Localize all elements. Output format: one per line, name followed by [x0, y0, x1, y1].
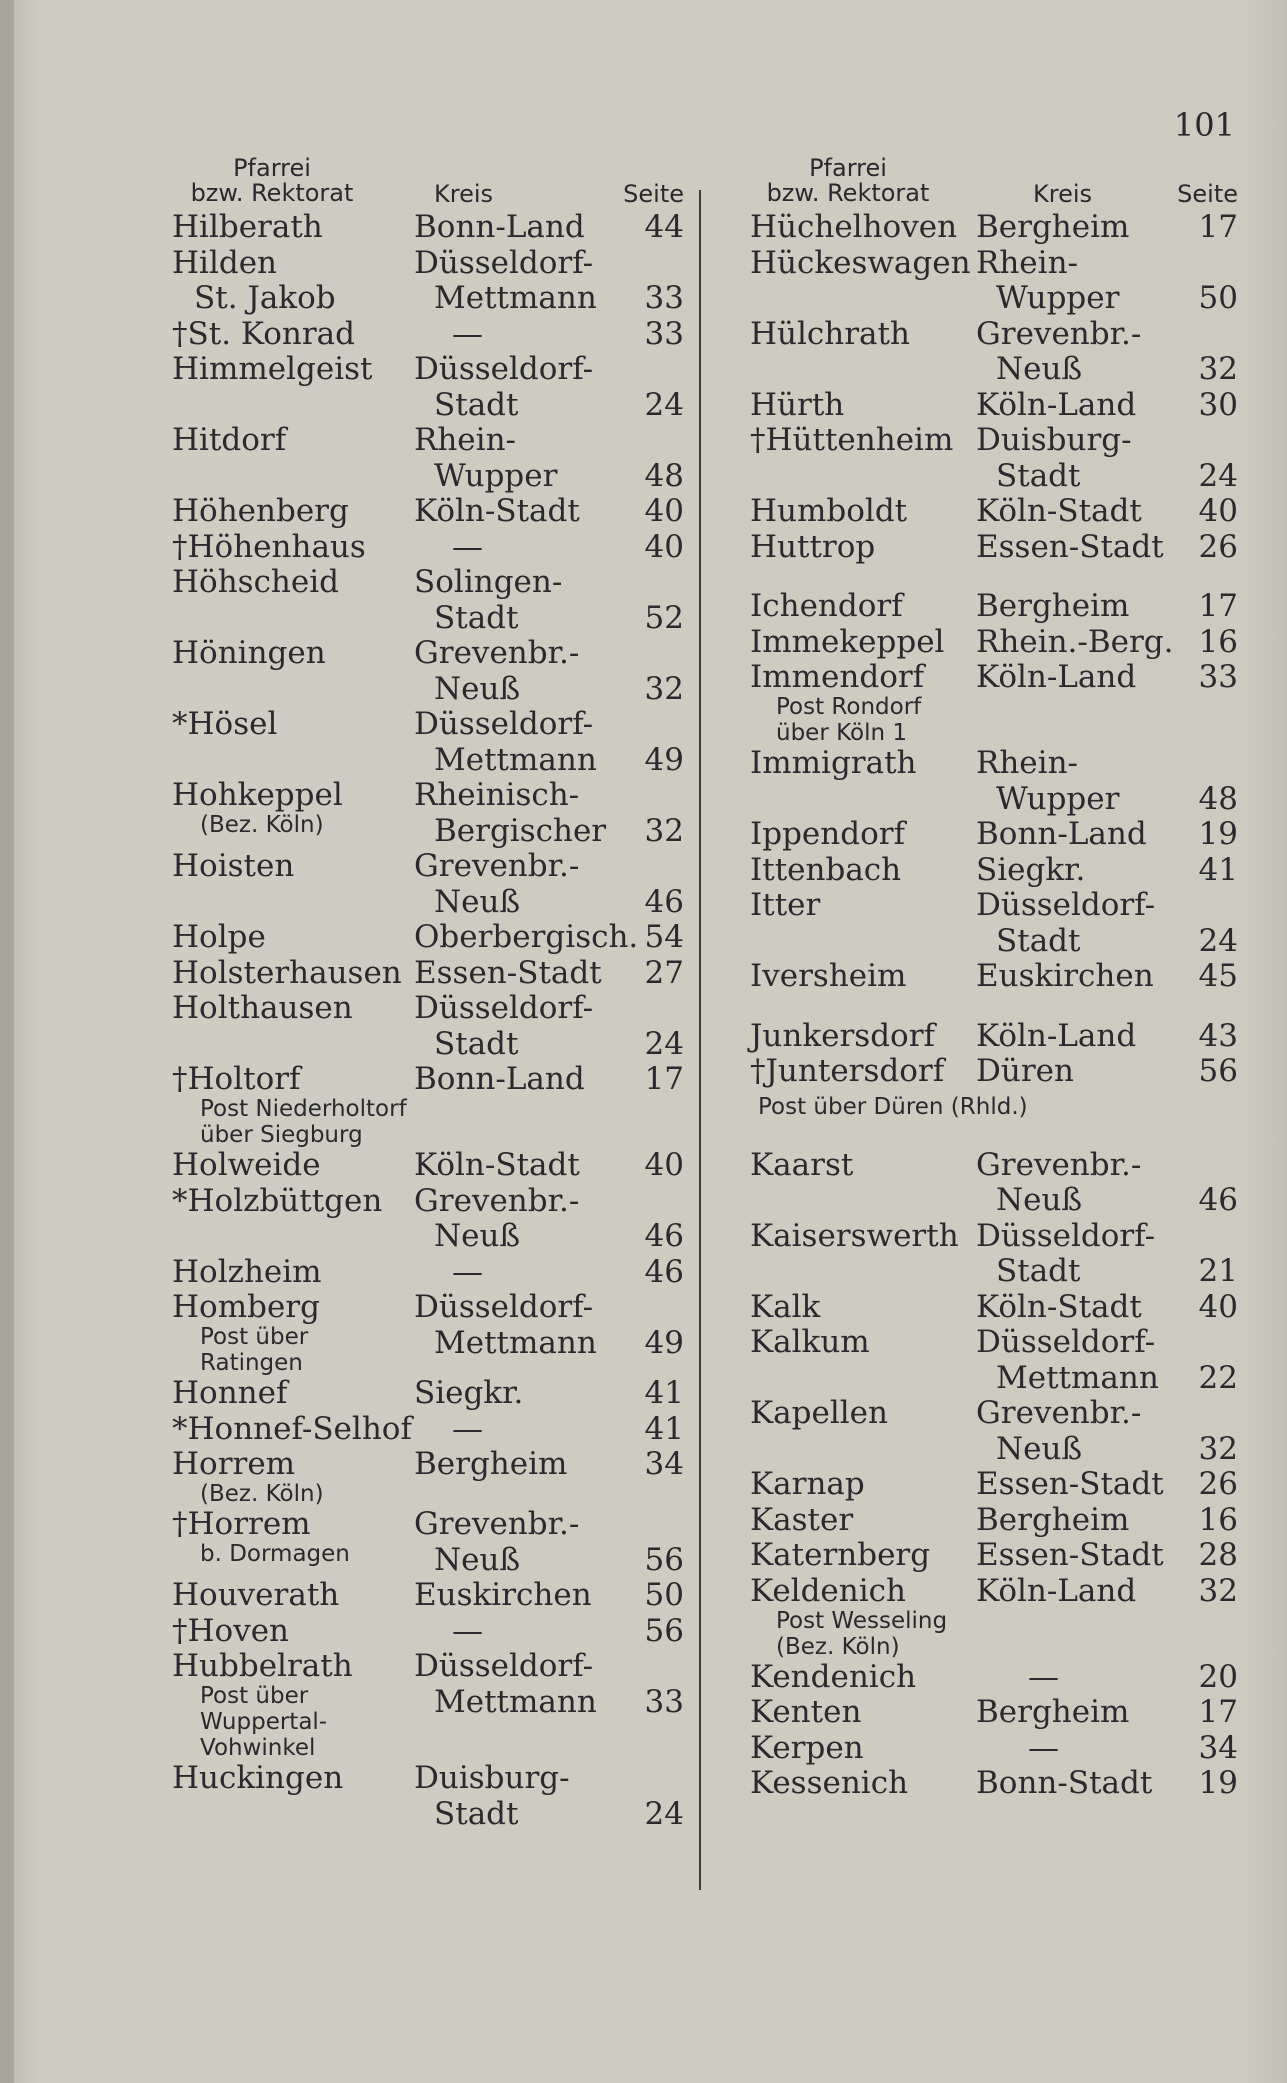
entry-kreis: Euskirchen	[976, 958, 1154, 994]
entry-page: 19	[1198, 1765, 1238, 1801]
entry-kreis: Rhein-	[976, 244, 1079, 281]
section-gap	[728, 565, 1238, 589]
entry-kreis: Stadt	[434, 1025, 519, 1062]
index-entry	[152, 530, 684, 566]
index-entry	[152, 1578, 684, 1614]
entry-name: †Höhenhaus	[172, 528, 366, 565]
entry-kreis: Mettmann	[434, 1683, 597, 1720]
entry-kreis: Grevenbr.-	[414, 1506, 580, 1542]
index-entry	[728, 1574, 1238, 1660]
entry-name: Kalkum	[750, 1324, 870, 1360]
entry-note: (Bez. Köln)	[200, 812, 324, 838]
entry-page: 32	[1198, 1430, 1238, 1467]
entry-page: 32	[1198, 351, 1238, 387]
entry-kreis: Grevenbr.-	[414, 635, 580, 671]
entry-name: Ittenbach	[750, 851, 902, 888]
entry-kreis: Düsseldorf-	[414, 244, 594, 281]
index-entry	[152, 246, 684, 282]
right-entries	[728, 210, 1238, 1802]
entry-note: Post Niederholtorf über Siegburg	[200, 1096, 407, 1148]
entry-kreis: Bonn-Land	[414, 1061, 585, 1097]
index-entry	[728, 888, 1238, 959]
entry-kreis: —	[452, 1612, 483, 1649]
index-entry	[152, 317, 684, 353]
entry-page: 49	[644, 1324, 684, 1361]
left-column	[152, 152, 684, 1832]
entry-page: 56	[644, 1612, 684, 1649]
entry-kreis: Neuß	[434, 1541, 521, 1578]
entry-name: Hilberath	[172, 209, 323, 245]
entry-name: Katernberg	[750, 1537, 931, 1573]
entry-note: Post Wesseling (Bez. Köln)	[776, 1607, 948, 1660]
entry-page: 20	[1198, 1658, 1238, 1695]
entry-kreis: Grevenbr.-	[976, 1146, 1142, 1183]
entry-kreis: Bergheim	[976, 209, 1130, 245]
entry-note: b. Dormagen	[200, 1541, 350, 1567]
index-entry	[728, 1325, 1238, 1396]
entry-page: 16	[1198, 623, 1238, 660]
index-entry	[152, 210, 684, 246]
entry-name: Höhenberg	[172, 493, 349, 529]
page-number: 101	[1173, 106, 1235, 144]
entry-kreis: Stadt	[434, 386, 519, 423]
entry-name: Karnap	[750, 1466, 865, 1502]
entry-name: Kaiserswerth	[750, 1217, 959, 1254]
entry-page: 46	[1198, 1182, 1238, 1218]
entry-kreis: Düsseldorf-	[414, 1289, 594, 1325]
entry-page: 17	[1198, 588, 1238, 624]
index-entry	[728, 746, 1238, 817]
entry-kreis: —	[452, 1410, 483, 1447]
header-kreis: Kreis	[1033, 180, 1093, 208]
index-entry	[728, 660, 1238, 746]
book-spine-shadow	[0, 0, 14, 2083]
index-entry	[152, 1255, 684, 1291]
entry-kreis: Rhein-	[414, 422, 517, 458]
entry-kreis: Mettmann	[434, 1324, 597, 1361]
entry-name: Ippendorf	[750, 816, 906, 852]
entry-name: Hülchrath	[750, 315, 910, 352]
entry-kreis: Stadt	[996, 922, 1081, 959]
entry-name: *Hösel	[172, 706, 278, 742]
index-entry	[152, 352, 684, 423]
entry-page: 27	[644, 954, 684, 991]
entry-kreis: Stadt	[434, 599, 519, 636]
entry-kreis: Neuß	[996, 1182, 1083, 1218]
index-entry	[152, 1062, 684, 1148]
entry-name: Hohkeppel	[172, 777, 343, 813]
entry-note: Post über Ratingen	[200, 1324, 309, 1376]
index-entry	[728, 959, 1238, 995]
entry-kreis: Siegkr.	[414, 1375, 524, 1411]
entry-page: 46	[644, 1253, 684, 1290]
entry-name: Homberg	[172, 1289, 320, 1325]
entry-page: 19	[1198, 816, 1238, 852]
index-entry	[728, 853, 1238, 889]
index-entry	[728, 1538, 1238, 1574]
entry-kreis: —	[452, 315, 483, 352]
index-entry	[152, 423, 684, 494]
entry-kreis: Bergischer	[434, 812, 607, 849]
column-divider	[699, 190, 701, 1890]
index-entry	[728, 1019, 1238, 1055]
entry-kreis: Essen-Stadt	[976, 1537, 1164, 1573]
entry-page: 34	[1198, 1729, 1238, 1766]
column-header	[728, 152, 1238, 210]
entry-note: Post Rondorf über Köln 1	[776, 694, 922, 746]
entry-name: Keldenich	[750, 1572, 906, 1609]
entry-kreis: Mettmann	[434, 741, 597, 778]
entry-page: 40	[644, 1147, 684, 1183]
entry-name: Immendorf	[750, 659, 925, 695]
entry-kreis: Düsseldorf-	[414, 706, 594, 742]
entry-kreis: Siegkr.	[976, 851, 1086, 888]
entry-kreis: Düsseldorf-	[414, 1648, 594, 1684]
post-note: Post über Düren (Rhld.)	[758, 1093, 1028, 1120]
entry-kreis: Düsseldorf-	[414, 990, 594, 1026]
entry-name: Hitdorf	[172, 422, 287, 458]
entry-page: 32	[1198, 1572, 1238, 1609]
entry-page: 48	[1198, 780, 1238, 817]
index-entry	[728, 317, 1238, 388]
entry-name: Huckingen	[172, 1760, 344, 1796]
index-entry	[728, 1731, 1238, 1767]
right-column	[728, 152, 1238, 1802]
entry-page: 56	[1198, 1053, 1238, 1089]
entry-name: Hoisten	[172, 848, 295, 884]
entry-name: Kendenich	[750, 1658, 917, 1695]
entry-name: Hürth	[750, 386, 845, 423]
entry-kreis: Köln-Land	[976, 1572, 1137, 1609]
index-entry	[728, 246, 1238, 317]
entry-page: 24	[1198, 922, 1238, 959]
index-entry	[728, 589, 1238, 625]
entry-page: 24	[644, 386, 684, 423]
index-entry	[728, 494, 1238, 530]
entry-kreis: Neuß	[996, 351, 1083, 387]
index-entry	[152, 1412, 684, 1448]
entry-kreis: —	[1028, 1729, 1059, 1766]
entry-page: 44	[644, 209, 684, 245]
index-entry	[152, 1290, 684, 1376]
index-entry	[728, 625, 1238, 661]
entry-name: *Honnef-Selhof	[172, 1410, 412, 1447]
entry-name: †Juntersdorf	[750, 1053, 945, 1089]
header-pfarrei: Pfarrei bzw. Rektorat	[190, 154, 354, 207]
left-entries	[152, 210, 684, 1832]
entry-note: Post über Wuppertal- Vohwinkel	[200, 1683, 328, 1761]
entry-kreis: Bergheim	[976, 1694, 1130, 1730]
entry-kreis: Oberbergisch.	[414, 919, 639, 955]
index-entry	[152, 1507, 684, 1578]
index-entry	[728, 423, 1238, 494]
entry-name: Kenten	[750, 1694, 862, 1730]
section-gap	[728, 1124, 1238, 1148]
entry-name: Humboldt	[750, 493, 908, 529]
entry-kreis: —	[452, 1253, 483, 1290]
entry-page: 50	[1198, 280, 1238, 316]
entry-kreis: Neuß	[996, 1430, 1083, 1467]
entry-kreis: Bonn-Land	[414, 209, 585, 245]
entry-name: Holzheim	[172, 1253, 322, 1290]
entry-kreis: Mettmann	[996, 1359, 1159, 1396]
entry-page: 45	[1198, 958, 1238, 994]
entry-name: Kapellen	[750, 1395, 888, 1431]
entry-name: †Holtorf	[172, 1061, 301, 1097]
entry-kreis: Düsseldorf-	[414, 351, 594, 387]
index-entry	[152, 281, 684, 317]
entry-page: 33	[644, 280, 684, 316]
entry-page: 40	[644, 528, 684, 565]
entry-kreis: Bonn-Stadt	[976, 1765, 1153, 1801]
index-entry	[728, 1219, 1238, 1290]
index-entry	[152, 1447, 684, 1507]
index-entry	[728, 1766, 1238, 1802]
entry-page: 16	[1198, 1501, 1238, 1538]
entry-kreis: Wupper	[996, 780, 1120, 817]
index-entry	[728, 1148, 1238, 1219]
entry-name: Huttrop	[750, 528, 876, 565]
index-entry	[728, 530, 1238, 566]
column-header	[152, 152, 684, 210]
entry-name: †Horrem	[172, 1506, 311, 1542]
entry-name: Horrem	[172, 1446, 296, 1482]
entry-page: 33	[644, 315, 684, 352]
entry-page: 33	[644, 1683, 684, 1720]
index-entry	[152, 1148, 684, 1184]
index-entry	[152, 565, 684, 636]
entry-name: Ichendorf	[750, 588, 903, 624]
entry-name: Kalk	[750, 1288, 821, 1325]
index-entry	[728, 1054, 1238, 1090]
entry-page: 34	[644, 1446, 684, 1482]
entry-kreis: Düsseldorf-	[976, 1217, 1156, 1254]
entry-kreis: Neuß	[434, 1218, 521, 1254]
index-entry	[152, 1614, 684, 1650]
entry-name: Hubbelrath	[172, 1648, 353, 1684]
entry-name: Kaster	[750, 1501, 854, 1538]
entry-page: 40	[644, 493, 684, 529]
entry-page: 43	[1198, 1017, 1238, 1054]
entry-name: Holsterhausen	[172, 954, 402, 991]
index-entry	[728, 1695, 1238, 1731]
entry-name: Holthausen	[172, 990, 353, 1026]
entry-name: Iversheim	[750, 958, 907, 994]
entry-page: 33	[1198, 659, 1238, 695]
entry-page: 17	[1198, 1694, 1238, 1730]
entry-kreis: Köln-Stadt	[414, 493, 580, 529]
entry-kreis: Neuß	[434, 670, 521, 707]
entry-page: 32	[644, 670, 684, 707]
entry-name: Immigrath	[750, 745, 917, 781]
index-entry	[152, 991, 684, 1062]
entry-kreis: Düsseldorf-	[976, 887, 1156, 923]
entry-name: Houverath	[172, 1577, 340, 1613]
index-entry	[152, 1649, 684, 1761]
entry-kreis: Grevenbr.-	[414, 1182, 580, 1219]
entry-page: 30	[1198, 386, 1238, 423]
entry-page: 46	[644, 883, 684, 920]
entry-page: 22	[1198, 1359, 1238, 1396]
entry-kreis: —	[1028, 1658, 1059, 1695]
entry-name: Itter	[750, 887, 821, 923]
index-entry	[152, 494, 684, 530]
entry-note: (Bez. Köln)	[200, 1481, 324, 1507]
entry-page: 32	[644, 812, 684, 849]
entry-page: 48	[644, 457, 684, 494]
header-seite: Seite	[1177, 180, 1238, 208]
entry-page: 41	[644, 1375, 684, 1411]
entry-name: Hückeswagen	[750, 244, 971, 281]
entry-page: 49	[644, 741, 684, 778]
entry-name: Kaarst	[750, 1146, 854, 1183]
index-entry	[152, 778, 684, 849]
entry-kreis: Rhein.-Berg.	[976, 623, 1174, 660]
entry-page: 56	[644, 1541, 684, 1578]
entry-kreis: Grevenbr.-	[414, 848, 580, 884]
entry-kreis: Düren	[976, 1053, 1074, 1089]
entry-page: 24	[1198, 457, 1238, 494]
entry-kreis: Köln-Stadt	[976, 1288, 1142, 1325]
entry-kreis: Stadt	[996, 457, 1081, 494]
entry-kreis: Neuß	[434, 883, 521, 920]
index-entry	[152, 920, 684, 956]
entry-name: †St. Konrad	[172, 315, 356, 352]
entry-page: 41	[1198, 851, 1238, 888]
entry-kreis: Grevenbr.-	[976, 1395, 1142, 1431]
entry-kreis: Essen-Stadt	[414, 954, 602, 991]
entry-kreis: Duisburg-	[414, 1760, 570, 1796]
entry-kreis: Stadt	[996, 1253, 1081, 1289]
index-entry	[152, 1761, 684, 1832]
entry-kreis: Köln-Land	[976, 659, 1137, 695]
entry-kreis: Rheinisch-	[414, 777, 580, 813]
entry-name: †Hüttenheim	[750, 422, 954, 458]
entry-kreis: Düsseldorf-	[976, 1324, 1156, 1360]
index-entry	[152, 636, 684, 707]
entry-name: Himmelgeist	[172, 351, 373, 387]
entry-page: 50	[644, 1577, 684, 1613]
entry-name: Honnef	[172, 1375, 288, 1411]
entry-kreis: Bergheim	[414, 1446, 568, 1482]
entry-name: St. Jakob	[194, 280, 336, 316]
entry-page: 24	[644, 1025, 684, 1062]
entry-name: Immekeppel	[750, 623, 945, 660]
entry-name: *Holzbüttgen	[172, 1182, 383, 1219]
index-entry	[728, 1660, 1238, 1696]
index-entry	[728, 1396, 1238, 1467]
header-seite: Seite	[623, 180, 684, 208]
index-entry	[728, 817, 1238, 853]
entry-page: 46	[644, 1218, 684, 1254]
entry-kreis: Duisburg-	[976, 422, 1132, 458]
entry-name: Hüchelhoven	[750, 209, 958, 245]
entry-page: 24	[644, 1795, 684, 1832]
entry-name: Hilden	[172, 244, 278, 281]
entry-kreis: Bergheim	[976, 588, 1130, 624]
entry-kreis: Essen-Stadt	[976, 528, 1164, 565]
entry-kreis: Mettmann	[434, 280, 597, 316]
entry-page: 40	[1198, 1288, 1238, 1325]
entry-kreis: Köln-Land	[976, 386, 1137, 423]
entry-kreis: Euskirchen	[414, 1577, 592, 1613]
index-entry	[152, 1184, 684, 1255]
entry-page: 26	[1198, 1466, 1238, 1502]
entry-kreis: Köln-Land	[976, 1017, 1137, 1054]
entry-page: 52	[644, 599, 684, 636]
entry-name: Kerpen	[750, 1729, 864, 1766]
index-entry	[152, 956, 684, 992]
entry-kreis: Bonn-Land	[976, 816, 1147, 852]
entry-name: †Hoven	[172, 1612, 290, 1649]
index-entry	[728, 1503, 1238, 1539]
entry-kreis: Bergheim	[976, 1501, 1130, 1538]
entry-kreis: Köln-Stadt	[414, 1147, 580, 1183]
entry-name: Höningen	[172, 635, 326, 671]
index-entry	[728, 210, 1238, 246]
entry-page: 40	[1198, 493, 1238, 529]
entry-name: Kessenich	[750, 1765, 909, 1801]
index-entry	[152, 707, 684, 778]
entry-name: Junkersdorf	[750, 1017, 936, 1054]
entry-page: 21	[1198, 1253, 1238, 1289]
index-entry	[152, 1376, 684, 1412]
index-entry	[728, 1467, 1238, 1503]
entry-kreis: Solingen-	[414, 564, 563, 600]
index-entry	[728, 388, 1238, 424]
entry-name: Höhscheid	[172, 564, 340, 600]
entry-kreis: —	[452, 528, 483, 565]
header-kreis: Kreis	[434, 180, 494, 208]
entry-page: 28	[1198, 1537, 1238, 1573]
entry-page: 17	[644, 1061, 684, 1097]
entry-kreis: Essen-Stadt	[976, 1466, 1164, 1502]
entry-name: Holpe	[172, 919, 266, 955]
index-entry	[152, 849, 684, 920]
header-pfarrei: Pfarrei bzw. Rektorat	[766, 154, 930, 207]
entry-kreis: Grevenbr.-	[976, 315, 1142, 352]
entry-kreis: Rhein-	[976, 745, 1079, 781]
entry-name: Holweide	[172, 1147, 321, 1183]
entry-page: 26	[1198, 528, 1238, 565]
entry-kreis: Köln-Stadt	[976, 493, 1142, 529]
entry-page: 54	[644, 919, 684, 955]
entry-page: 17	[1198, 209, 1238, 245]
entry-kreis: Stadt	[434, 1795, 519, 1832]
index-entry	[728, 1290, 1238, 1326]
section-gap	[728, 995, 1238, 1019]
entry-kreis: Wupper	[996, 280, 1120, 316]
entry-page: 41	[644, 1410, 684, 1447]
entry-kreis: Wupper	[434, 457, 558, 494]
